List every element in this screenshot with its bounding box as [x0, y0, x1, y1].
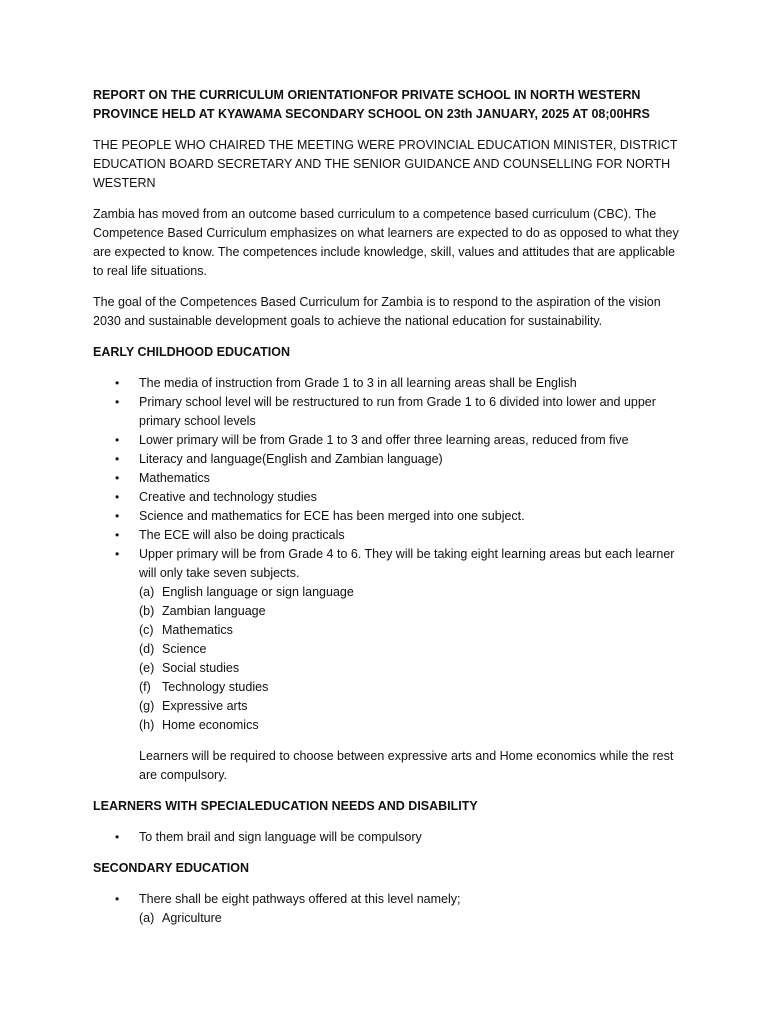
list-item — [93, 469, 683, 488]
list-item-text: The media of instruction from Grade 1 to 3 in all learning areas shall be English — [139, 376, 577, 390]
bullet-icon: • — [115, 395, 120, 409]
subject-marker: (d) — [139, 642, 155, 656]
bullet-icon: • — [115, 452, 120, 466]
chair-paragraph: THE PEOPLE WHO CHAIRED THE MEETING WERE PROVINCIAL EDUCATION MINISTER, DISTRICT EDUCATION BOARD SECRETARY AND THE SENIOR GUIDANCE AND COUNSELLING FOR NORTH WESTERN — [93, 138, 678, 190]
document-page — [93, 86, 683, 940]
ece-bullet-list — [93, 374, 683, 785]
subject-list — [139, 583, 683, 735]
subject-marker: (f) — [139, 680, 151, 694]
list-item-text: Creative and technology studies — [139, 490, 317, 504]
bullet-icon: • — [115, 892, 120, 906]
list-item — [93, 431, 683, 450]
subject-text: Social studies — [162, 661, 240, 675]
list-item-text: There shall be eight pathways offered at this level namely; — [139, 892, 461, 906]
subject-text: Science — [162, 642, 207, 656]
subject-text: Expressive arts — [162, 699, 248, 713]
list-item-text: Mathematics — [139, 471, 210, 485]
list-item-text: To them brail and sign language will be compulsory — [139, 830, 422, 844]
list-item-text: Upper primary will be from Grade 4 to 6. They will be taking eight learning areas but each learner will only take seven subjects. — [139, 547, 675, 580]
subject-text: Mathematics — [162, 623, 233, 637]
list-item — [93, 488, 683, 507]
list-item-text: Primary school level will be restructured to run from Grade 1 to 6 divided into lower and upper primary school levels — [139, 395, 656, 428]
report-title: REPORT ON THE CURRICULUM ORIENTATIONFOR PRIVATE SCHOOL IN NORTH WESTERN PROVINCE HELD AT KYAWAMA SECONDARY SCHOOL ON 23th JANUARY, 2025 AT 08;00HRS — [93, 88, 650, 121]
bullet-icon: • — [115, 509, 120, 523]
bullet-icon: • — [115, 376, 120, 390]
goal-paragraph: The goal of the Competences Based Curriculum for Zambia is to respond to the aspiration of the vision 2030 and sustainable development goals to achieve the national education for sustainability. — [93, 295, 661, 328]
bullet-icon: • — [115, 490, 120, 504]
subject-item — [139, 697, 683, 716]
subject-text: Home economics — [162, 718, 259, 732]
bullet-icon: • — [115, 547, 120, 561]
subject-item — [139, 583, 683, 602]
subject-item — [139, 659, 683, 678]
subject-marker: (c) — [139, 623, 154, 637]
list-item — [93, 828, 683, 847]
subject-item — [139, 621, 683, 640]
subject-item — [139, 640, 683, 659]
pathway-text: Agriculture — [162, 911, 222, 925]
list-item-text: Lower primary will be from Grade 1 to 3 and offer three learning areas, reduced from five — [139, 433, 629, 447]
subject-marker: (e) — [139, 661, 155, 675]
subject-marker: (g) — [139, 699, 155, 713]
special-needs-heading: LEARNERS WITH SPECIALEDUCATION NEEDS AND DISABILITY — [93, 799, 478, 813]
pathway-item — [139, 909, 683, 928]
bullet-icon: • — [115, 830, 120, 844]
list-item — [93, 393, 683, 431]
list-item — [93, 450, 683, 469]
bullet-icon: • — [115, 528, 120, 542]
subject-text: English language or sign language — [162, 585, 354, 599]
list-item — [93, 507, 683, 526]
pathway-marker: (a) — [139, 911, 155, 925]
secondary-heading: SECONDARY EDUCATION — [93, 861, 250, 875]
list-item-text: Science and mathematics for ECE has been merged into one subject. — [139, 509, 525, 523]
subject-marker: (h) — [139, 718, 155, 732]
pathway-list — [139, 909, 683, 928]
special-needs-bullet-list — [93, 828, 683, 847]
intro-paragraph: Zambia has moved from an outcome based curriculum to a competence based curriculum (CBC). The Competence Based Curriculum emphasizes on what learners are expected to do as opposed to what they are expected to know. The competences include knowledge, skill, values and attitudes that are applicable to real life situations. — [93, 207, 679, 278]
bullet-icon: • — [115, 433, 120, 447]
list-item — [93, 890, 683, 928]
subject-item — [139, 716, 683, 735]
list-item — [93, 526, 683, 545]
subject-item — [139, 678, 683, 697]
subject-text: Technology studies — [162, 680, 269, 694]
subject-item — [139, 602, 683, 621]
subject-marker: (b) — [139, 604, 155, 618]
subject-text: Zambian language — [162, 604, 266, 618]
bullet-icon: • — [115, 471, 120, 485]
subject-marker: (a) — [139, 585, 155, 599]
list-item-text: Literacy and language(English and Zambian language) — [139, 452, 443, 466]
list-item — [93, 374, 683, 393]
elective-note: Learners will be required to choose between expressive arts and Home economics while the rest are compulsory. — [139, 749, 674, 782]
ece-heading: EARLY CHILDHOOD EDUCATION — [93, 345, 291, 359]
list-item — [93, 545, 683, 785]
list-item-text: The ECE will also be doing practicals — [139, 528, 345, 542]
secondary-bullet-list — [93, 890, 683, 928]
